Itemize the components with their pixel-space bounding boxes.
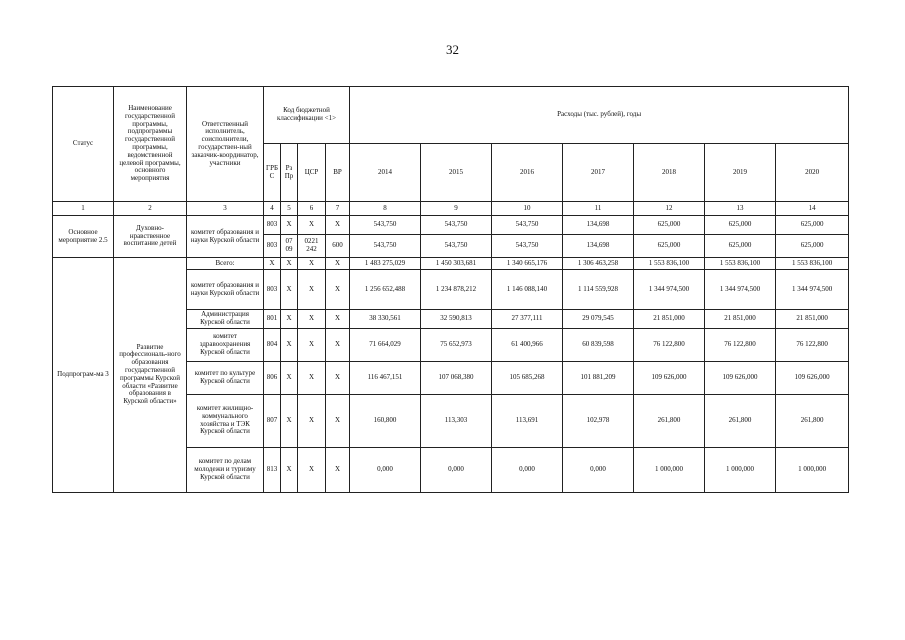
header-rzpr: Рз Пр: [281, 144, 298, 202]
value-cell: 1 344 974,500: [634, 270, 705, 310]
value-cell: 109 626,000: [634, 361, 705, 394]
table-row: [53, 216, 849, 235]
value-cell: 261,800: [634, 394, 705, 447]
value-cell: 625,000: [634, 216, 705, 235]
grbs-cell: 803: [264, 216, 281, 235]
value-cell: 543,750: [350, 216, 421, 235]
value-cell: 76 122,800: [776, 328, 849, 361]
value-cell: 1 000,000: [705, 447, 776, 492]
value-cell: 38 330,561: [350, 310, 421, 329]
value-cell: 105 685,268: [492, 361, 563, 394]
program-name-cell: Развитие профессиональ-ного образования государственной программы Курской области «Развитие образования в Курской области»: [114, 258, 187, 493]
header-year: 2020: [776, 144, 849, 202]
value-cell: 0,000: [492, 447, 563, 492]
rzpr-cell: Х: [281, 258, 298, 270]
status-cell: Подпрограм-ма 3: [53, 258, 114, 493]
value-cell: 102,978: [563, 394, 634, 447]
value-cell: 76 122,800: [634, 328, 705, 361]
rzpr-cell: Х: [281, 310, 298, 329]
grbs-cell: 807: [264, 394, 281, 447]
value-cell: 625,000: [776, 216, 849, 235]
value-cell: 0,000: [350, 447, 421, 492]
value-cell: 1 306 463,258: [563, 258, 634, 270]
value-cell: 116 467,151: [350, 361, 421, 394]
value-cell: 160,800: [350, 394, 421, 447]
csr-cell: Х: [298, 361, 326, 394]
value-cell: 625,000: [705, 235, 776, 258]
value-cell: 27 377,111: [492, 310, 563, 329]
executor-cell: комитет образования и науки Курской области: [187, 270, 264, 310]
value-cell: 1 340 665,176: [492, 258, 563, 270]
rzpr-cell: Х: [281, 447, 298, 492]
value-cell: 543,750: [421, 216, 492, 235]
column-number: 14: [776, 202, 849, 216]
executor-cell: комитет здравоохранения Курской области: [187, 328, 264, 361]
value-cell: 0,000: [421, 447, 492, 492]
header-executor: Ответственный исполнитель, соисполнители, государствен-ный заказчик-координатор, участники: [187, 87, 264, 202]
page-number: 32: [446, 42, 459, 57]
value-cell: 1 344 974,500: [776, 270, 849, 310]
csr-cell: Х: [298, 447, 326, 492]
value-cell: 543,750: [492, 235, 563, 258]
column-number: 6: [298, 202, 326, 216]
value-cell: 134,698: [563, 216, 634, 235]
grbs-cell: 803: [264, 235, 281, 258]
value-cell: 1 146 088,140: [492, 270, 563, 310]
grbs-cell: 803: [264, 270, 281, 310]
column-numbers-row: [53, 202, 849, 216]
value-cell: 1 553 836,100: [776, 258, 849, 270]
header-csr: ЦСР: [298, 144, 326, 202]
header-year: 2019: [705, 144, 776, 202]
csr-cell: Х: [298, 310, 326, 329]
vr-cell: Х: [326, 361, 350, 394]
vr-cell: Х: [326, 447, 350, 492]
csr-cell: 0221 242: [298, 235, 326, 258]
executor-cell: комитет по культуре Курской области: [187, 361, 264, 394]
vr-cell: Х: [326, 258, 350, 270]
value-cell: 21 851,000: [634, 310, 705, 329]
value-cell: 101 881,209: [563, 361, 634, 394]
value-cell: 1 553 836,100: [705, 258, 776, 270]
vr-cell: Х: [326, 394, 350, 447]
value-cell: 1 553 836,100: [634, 258, 705, 270]
column-number: 8: [350, 202, 421, 216]
value-cell: 107 068,380: [421, 361, 492, 394]
header-year: 2016: [492, 144, 563, 202]
value-cell: 109 626,000: [776, 361, 849, 394]
value-cell: 543,750: [350, 235, 421, 258]
value-cell: 543,750: [492, 216, 563, 235]
rzpr-cell: Х: [281, 361, 298, 394]
rzpr-cell: 07 09: [281, 235, 298, 258]
value-cell: 21 851,000: [705, 310, 776, 329]
header-program-name: Наименование государственной программы, подпрограммы государственной программы, ведомственной целевой программы, основного мероприятия: [114, 87, 187, 202]
value-cell: 29 079,545: [563, 310, 634, 329]
csr-cell: Х: [298, 270, 326, 310]
value-cell: 76 122,800: [705, 328, 776, 361]
value-cell: 261,800: [705, 394, 776, 447]
column-number: 11: [563, 202, 634, 216]
vr-cell: 600: [326, 235, 350, 258]
executor-cell: комитет по делам молодежи и туризму Курской области: [187, 447, 264, 492]
column-number: 9: [421, 202, 492, 216]
value-cell: 1 234 878,212: [421, 270, 492, 310]
header-grbs: ГРБ С: [264, 144, 281, 202]
value-cell: 625,000: [705, 216, 776, 235]
column-number: 1: [53, 202, 114, 216]
column-number: 3: [187, 202, 264, 216]
grbs-cell: 804: [264, 328, 281, 361]
budget-table: [52, 86, 849, 493]
value-cell: 60 839,598: [563, 328, 634, 361]
header-year: 2017: [563, 144, 634, 202]
grbs-cell: 806: [264, 361, 281, 394]
value-cell: 261,800: [776, 394, 849, 447]
csr-cell: Х: [298, 258, 326, 270]
value-cell: 625,000: [776, 235, 849, 258]
status-cell: Основное мероприятие 2.5: [53, 216, 114, 258]
value-cell: 32 590,813: [421, 310, 492, 329]
column-number: 12: [634, 202, 705, 216]
value-cell: 1 483 275,029: [350, 258, 421, 270]
value-cell: 543,750: [421, 235, 492, 258]
value-cell: 1 000,000: [634, 447, 705, 492]
header-year: 2015: [421, 144, 492, 202]
value-cell: 1 450 303,681: [421, 258, 492, 270]
header-year: 2018: [634, 144, 705, 202]
value-cell: 75 652,973: [421, 328, 492, 361]
program-name-cell: Духовно-нравственное воспитание детей: [114, 216, 187, 258]
vr-cell: Х: [326, 328, 350, 361]
vr-cell: Х: [326, 270, 350, 310]
value-cell: 1 114 559,928: [563, 270, 634, 310]
value-cell: 21 851,000: [776, 310, 849, 329]
header-expenses: Расходы (тыс. рублей), годы: [350, 87, 849, 144]
column-number: 7: [326, 202, 350, 216]
csr-cell: Х: [298, 216, 326, 235]
rzpr-cell: Х: [281, 216, 298, 235]
value-cell: 109 626,000: [705, 361, 776, 394]
grbs-cell: 801: [264, 310, 281, 329]
value-cell: 61 400,966: [492, 328, 563, 361]
column-number: 10: [492, 202, 563, 216]
header-vr: ВР: [326, 144, 350, 202]
rzpr-cell: Х: [281, 394, 298, 447]
executor-cell: комитет образования и науки Курской области: [187, 216, 264, 258]
table-row: [53, 258, 849, 270]
column-number: 2: [114, 202, 187, 216]
executor-cell: Администрация Курской области: [187, 310, 264, 329]
executor-cell: комитет жилищно-коммунального хозяйства и ТЭК Курской области: [187, 394, 264, 447]
value-cell: 134,698: [563, 235, 634, 258]
value-cell: 625,000: [634, 235, 705, 258]
header-year: 2014: [350, 144, 421, 202]
grbs-cell: Х: [264, 258, 281, 270]
csr-cell: Х: [298, 394, 326, 447]
value-cell: 0,000: [563, 447, 634, 492]
vr-cell: Х: [326, 216, 350, 235]
rzpr-cell: Х: [281, 328, 298, 361]
column-number: 5: [281, 202, 298, 216]
value-cell: 113,691: [492, 394, 563, 447]
column-number: 4: [264, 202, 281, 216]
value-cell: 71 664,029: [350, 328, 421, 361]
header-budget-code: Код бюджетной классификации <1>: [264, 87, 350, 144]
header-status: Статус: [53, 87, 114, 202]
column-number: 13: [705, 202, 776, 216]
value-cell: 1 256 652,488: [350, 270, 421, 310]
csr-cell: Х: [298, 328, 326, 361]
rzpr-cell: Х: [281, 270, 298, 310]
value-cell: 1 000,000: [776, 447, 849, 492]
value-cell: 1 344 974,500: [705, 270, 776, 310]
vr-cell: Х: [326, 310, 350, 329]
grbs-cell: 813: [264, 447, 281, 492]
executor-cell: Всего:: [187, 258, 264, 270]
value-cell: 113,303: [421, 394, 492, 447]
